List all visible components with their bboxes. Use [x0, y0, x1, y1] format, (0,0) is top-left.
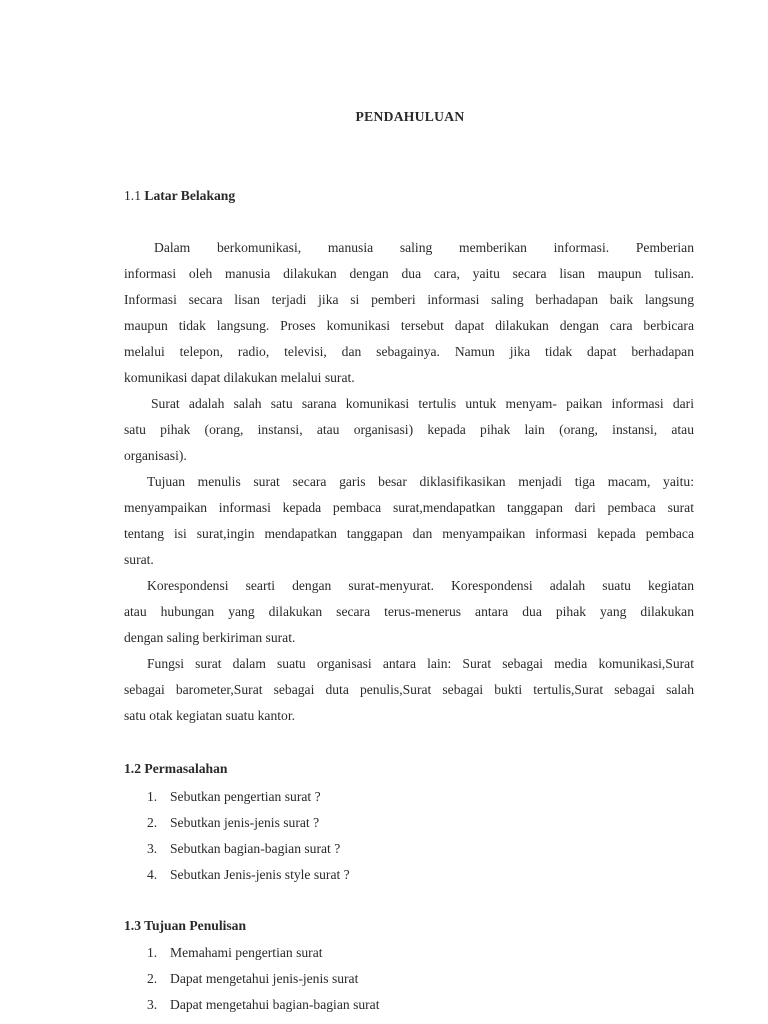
- section-heading-latar-belakang: [124, 188, 235, 204]
- section-heading-permasalahan: [124, 761, 227, 777]
- list-item: [147, 839, 340, 859]
- section-title: 1.3 Tujuan Penulisan: [124, 918, 247, 933]
- list-item: [147, 813, 319, 833]
- list-text: Sebutkan bagian-bagian surat ?: [170, 841, 341, 856]
- paragraph-line: Dalam berkomunikasi, manusia saling memberikan informasi. Pemberian: [154, 240, 694, 255]
- list-text: Sebutkan pengertian surat ?: [170, 789, 321, 804]
- paragraph-line: menyampaikan informasi kepada pembaca surat,mendapatkan tanggapan dari pembaca surat: [124, 500, 694, 515]
- list-item: [147, 943, 323, 963]
- paragraph-line: melalui telepon, radio, televisi, dan sebagainya. Namun jika tidak dapat berhadapan: [124, 344, 694, 359]
- paragraph-line: komunikasi dapat dilakukan melalui surat.: [124, 370, 355, 385]
- list-text: Sebutkan jenis-jenis surat ?: [170, 815, 320, 830]
- section-number: 1.1: [124, 188, 141, 203]
- list-number: 1.: [147, 789, 158, 804]
- list-number: 2.: [147, 815, 158, 830]
- list-item: [147, 995, 380, 1015]
- paragraph-line: satu pihak (orang, instansi, atau organisasi) kepada pihak lain (orang, instansi, atau: [124, 422, 694, 437]
- paragraph-line: atau hubungan yang dilakukan secara terus-menerus antara dua pihak yang dilakukan: [124, 604, 694, 619]
- paragraph-line: organisasi).: [124, 448, 187, 463]
- paragraph-line: surat.: [124, 552, 154, 567]
- page-title: PENDAHULUAN: [355, 109, 465, 124]
- section-heading-tujuan-penulisan: [124, 918, 246, 934]
- list-item: [147, 787, 321, 807]
- paragraph-line: Tujuan menulis surat secara garis besar diklasifikasikan menjadi tiga macam, yaitu:: [147, 474, 694, 489]
- list-text: Dapat mengetahui jenis-jenis surat: [170, 971, 359, 986]
- section-title: Latar Belakang: [144, 188, 236, 203]
- paragraph-line: dengan saling berkiriman surat.: [124, 630, 296, 645]
- list-number: 3.: [147, 841, 158, 856]
- list-text: Sebutkan Jenis-jenis style surat ?: [170, 867, 350, 882]
- list-item: [147, 969, 358, 989]
- paragraph-line: tentang isi surat,ingin mendapatkan tanggapan dan menyampaikan informasi kepada pembaca: [124, 526, 694, 541]
- list-number: 2.: [147, 971, 158, 986]
- paragraph-line: Fungsi surat dalam suatu organisasi antara lain: Surat sebagai media komunikasi,Surat: [147, 656, 694, 671]
- list-item: [147, 865, 350, 885]
- list-number: 1.: [147, 945, 158, 960]
- list-text: Dapat mengetahui bagian-bagian surat: [170, 997, 380, 1012]
- paragraph-line: Informasi secara lisan terjadi jika si pemberi informasi saling berhadapan baik langsung: [124, 292, 694, 307]
- paragraph-line: informasi oleh manusia dilakukan dengan dua cara, yaitu secara lisan maupun tulisan.: [124, 266, 694, 281]
- list-text: Memahami pengertian surat: [170, 945, 323, 960]
- list-number: 3.: [147, 997, 158, 1012]
- paragraph-line: maupun tidak langsung. Proses komunikasi tersebut dapat dilakukan dengan cara berbicara: [124, 318, 694, 333]
- section-title: 1.2 Permasalahan: [124, 761, 228, 776]
- paragraph-line: sebagai barometer,Surat sebagai duta penulis,Surat sebagai bukti tertulis,Surat sebagai salah: [124, 682, 694, 697]
- paragraph-line: satu otak kegiatan suatu kantor.: [124, 708, 296, 723]
- paragraph-line: Korespondensi searti dengan surat-menyurat. Korespondensi adalah suatu kegiatan: [147, 578, 694, 593]
- list-number: 4.: [147, 867, 158, 882]
- paragraph-line: Surat adalah salah satu sarana komunikasi tertulis untuk menyam- paikan informasi dari: [151, 396, 694, 411]
